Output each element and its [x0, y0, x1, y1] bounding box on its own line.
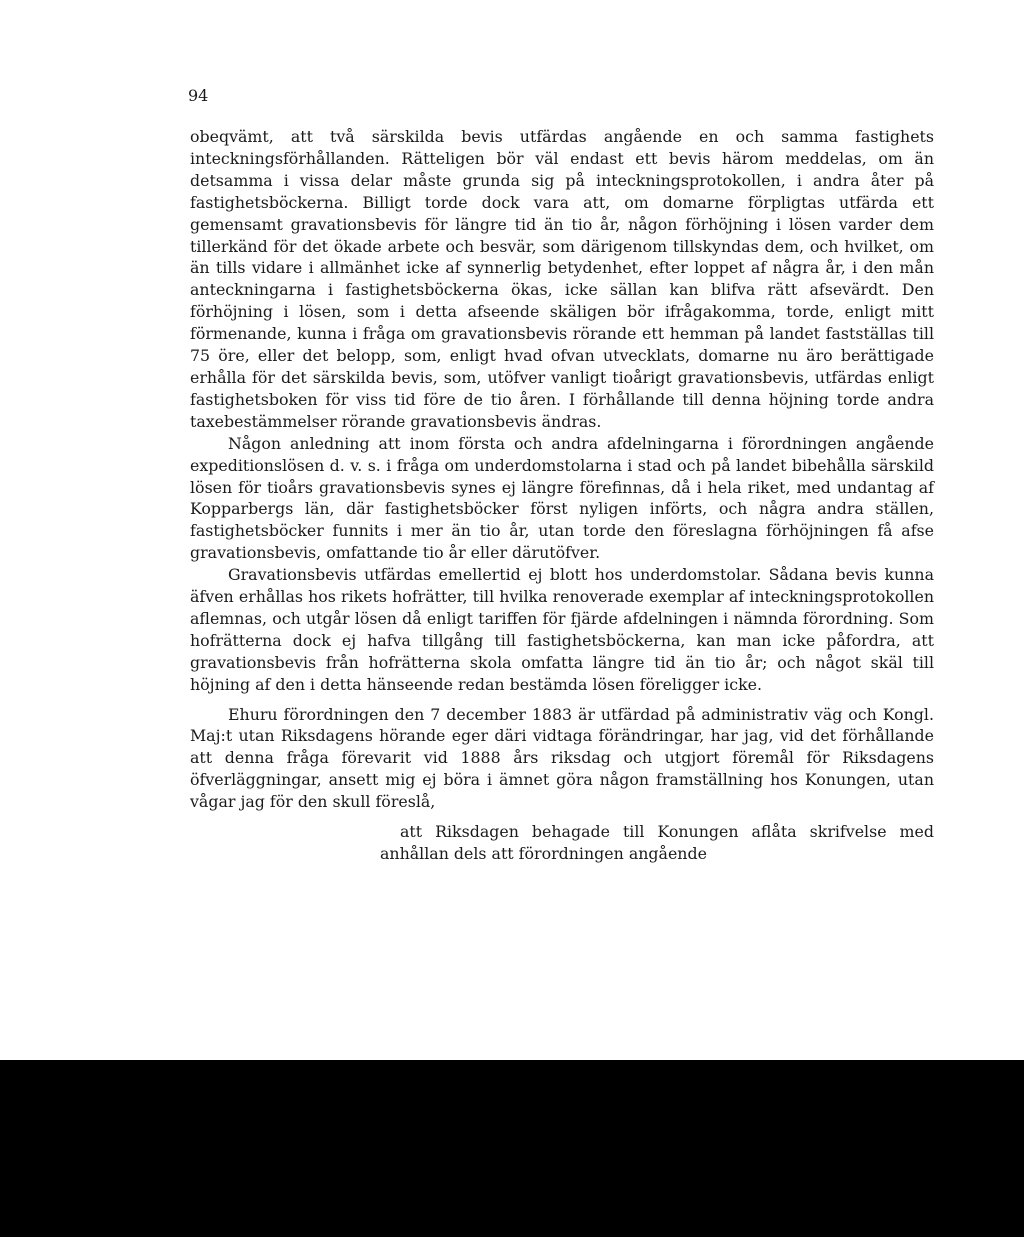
paragraph-1: obeqvämt, att två särskilda bevis utfärdas angående en och samma fastighets inteckningsförhållanden. Rätteligen bör väl endast ett bevis härom meddelas, om än detsamma i vissa delar måste grunda sig på inteckningsprotokollen, i andra åter på fastighetsböckerna. Billigt torde dock vara att, om domarne förpligtas utfärda ett gemensamt gravationsbevis för längre tid än tio år, någon förhöjning i lösen varder dem tillerkänd för det ökade arbete och besvär, som därigenom tillskyndas dem, och hvilket, om än tills vidare i allmänhet icke af synnerlig betydenhet, efter loppet af några år, i den mån anteckningarna i fastighetsböckerna ökas, icke sällan kan blifva rätt afsevärdt. Den förhöjning i lösen, som i detta afseende skäligen bör ifrågakomma, torde, enligt mitt förmenande, kunna i fråga om gravationsbevis rörande ett hemman på landet fastställas till 75 öre, eller det belopp, som, enligt hvad ofvan utvecklats, domarne nu äro berättigade erhålla för det särskilda bevis, som, utöfver vanligt tioårigt gravationsbevis, utfärdas enligt fastighetsboken för viss tid före de tio åren. I förhållande till denna höjning torde andra taxebestämmelser rörande gravationsbevis ändras. [190, 127, 934, 431]
body-text [190, 126, 934, 865]
paragraph-4: Ehuru förordningen den 7 december 1883 är utfärdad på administrativ väg och Kongl. Maj:t utan Riksdagens hörande eger däri vidtaga förändringar, har jag, vid det förhållande att denna fråga förevarit vid 1888 års riksdag och utgjort föremål för Riksdagens öfverläggningar, ansett mig ej böra i ämnet göra någon framställning hos Konungen, utan vågar jag för den skull föreslå, [190, 704, 934, 812]
paragraph-3: Gravationsbevis utfärdas emellertid ej blott hos underdomstolar. Sådana bevis kunna äfven erhållas hos rikets hofrätter, till hvilka renoverade exemplar af inteckningsprotokollen aflemnas, och utgår lösen då enligt tariffen för fjärde afdelningen i nämnda förordning. Som hofrätterna dock ej hafva tillgång till fastighetsböckerna, kan man icke påfordra, att gravationsbevis från hofrätterna skola omfatta längre tid än tio år; och något skäl till höjning af den i detta hänseende redan bestämda lösen föreligger icke. [190, 565, 934, 694]
paragraph-2: Någon anledning att inom första och andra afdelningarna i förordningen angående expeditionslösen d. v. s. i fråga om underdomstolarna i stad och på landet bibehålla särskild lösen för tioårs gravationsbevis synes ej längre förefinnas, då i hela riket, med undantag af Kopparbergs län, där fastighetsböcker först nyligen införts, och några andra ställen, fastighetsböcker funnits i mer än tio år, utan torde den föreslagna förhöjningen få afse gravationsbevis, omfattande tio år eller därutöfver. [190, 433, 934, 563]
proposal-paragraph: att Riksdagen behagade till Konungen aflåta skrifvelse med anhållan dels att förordningen angående [380, 822, 934, 863]
page-number: 94 [188, 86, 209, 105]
paragraph-gap [190, 696, 934, 704]
